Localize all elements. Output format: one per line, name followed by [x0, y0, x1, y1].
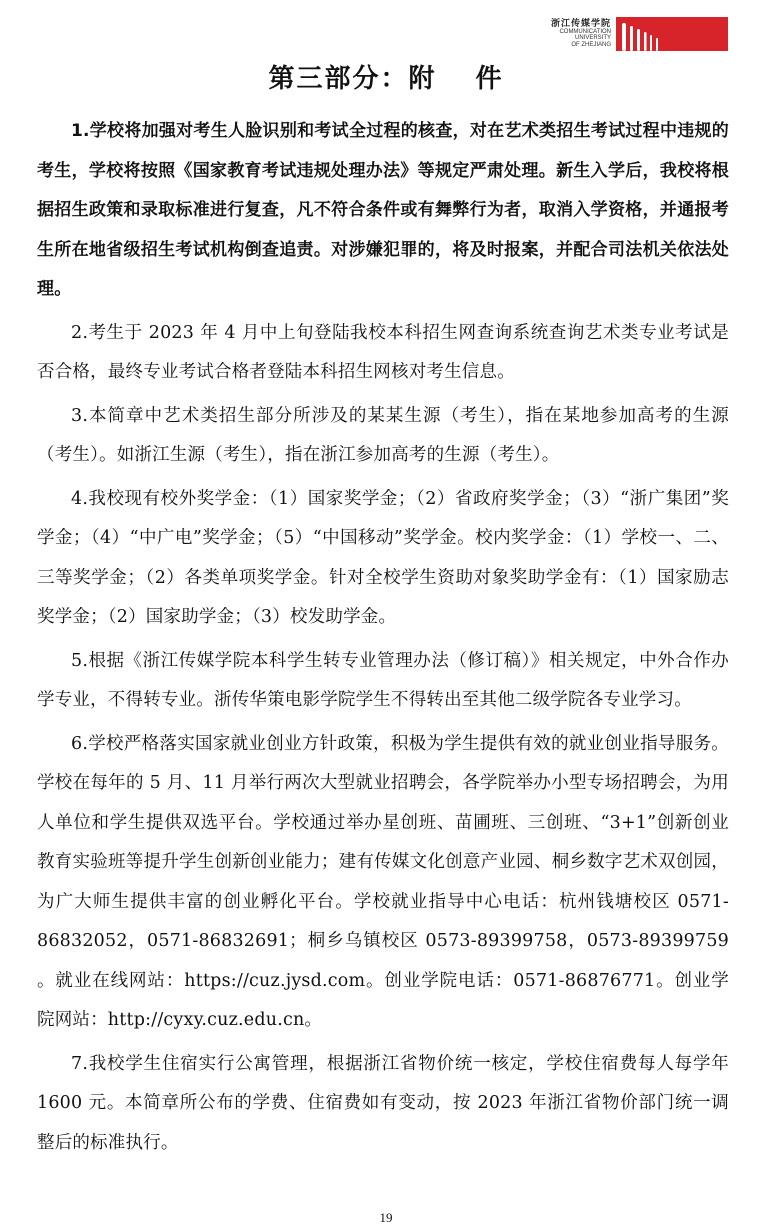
logo-english-line: COMMUNICATION [559, 29, 611, 36]
paragraph-5: 5.根据《浙江传媒学院本科学生转专业管理办法（修订稿）》相关规定，中外合作办学专业，不得转专业。浙传华策电影学院学生不得转出至其他二级学院各专业学习。 [37, 650, 729, 710]
page-number: 19 [379, 1210, 393, 1225]
paragraph-3: 3.本简章中艺术类招生部分所涉及的某某生源（考生），指在某地参加高考的生源（考生）。如浙江生源（考生），指在浙江参加高考的生源（考生）。 [37, 405, 729, 465]
paragraph-2: 2.考生于 2023 年 4 月中上旬登陆我校本科招生网查询系统查询艺术类专业考试是否合格，最终专业考试合格者登陆本科招生网核对考生信息。 [37, 322, 729, 382]
page-title: 第三部分：附 件 [268, 64, 504, 94]
logo-english-line: OF ZHEJIANG [571, 41, 611, 48]
logo-stripes-icon [616, 17, 728, 51]
document-body [37, 112, 729, 1167]
paragraph-4: 4.我校现有校外奖学金：（1）国家奖学金；（2）省政府奖学金；（3）“浙广集团”奖学金；（4）“中广电”奖学金；（5）“中国移动”奖学金。校内奖学金：（1）学校一、二、三等奖学金；（2）各类单项奖学金。针对全校学生资助对象奖助学金有：（1）国家励志奖学金；（2）国家助学金；（3）校发助学金。 [37, 488, 729, 627]
university-logo [551, 16, 728, 52]
paragraph-6: 6.学校严格落实国家就业创业方针政策，积极为学生提供有效的就业创业指导服务。学校在每年的 5 月、11 月举行两次大型就业招聘会，各学院举办小型专场招聘会，为用人单位和学生提供双选平台。学校通过举办星创班、苗圃班、三创班、“3+1”创新创业教育实验班等提升学生创新创业能力；建有传媒文化创意产业园、桐乡数字艺术双创园，为广大师生提供丰富的创业孵化平台。学校就业指导中心电话：杭州钱塘校区 0571-86832052，0571-86832691；桐乡乌镇校区 0573-89399758，0573-89399759 。就业在线网站：https://cuz.jysd.com。创业学院电话：0571-86876771。创业学院网站：http://cyxy.cuz.edu.cn。 [37, 733, 729, 1030]
logo-english-line: UNIVERSITY [574, 35, 611, 42]
paragraph-1: 1.学校将加强对考生人脸识别和考试全过程的核查，对在艺术类招生考试过程中违规的考生，学校将按照《国家教育考试违规处理办法》等规定严肃处理。新生入学后，我校将根据招生政策和录取标准进行复查，凡不符合条件或有舞弊行为者，取消入学资格，并通报考生所在地省级招生考试机构倒查追责。对涉嫌犯罪的，将及时报案，并配合司法机关依法处理。 [37, 121, 729, 299]
paragraph-7: 7.我校学生住宿实行公寓管理，根据浙江省物价统一核定，学校住宿费每人每学年 1600 元。本简章所公布的学费、住宿费如有变动，按 2023 年浙江省物价部门统一调整后的标准执行。 [37, 1053, 729, 1153]
logo-chinese-name: 浙江传媒学院 [550, 19, 611, 30]
logo-text [551, 20, 611, 48]
